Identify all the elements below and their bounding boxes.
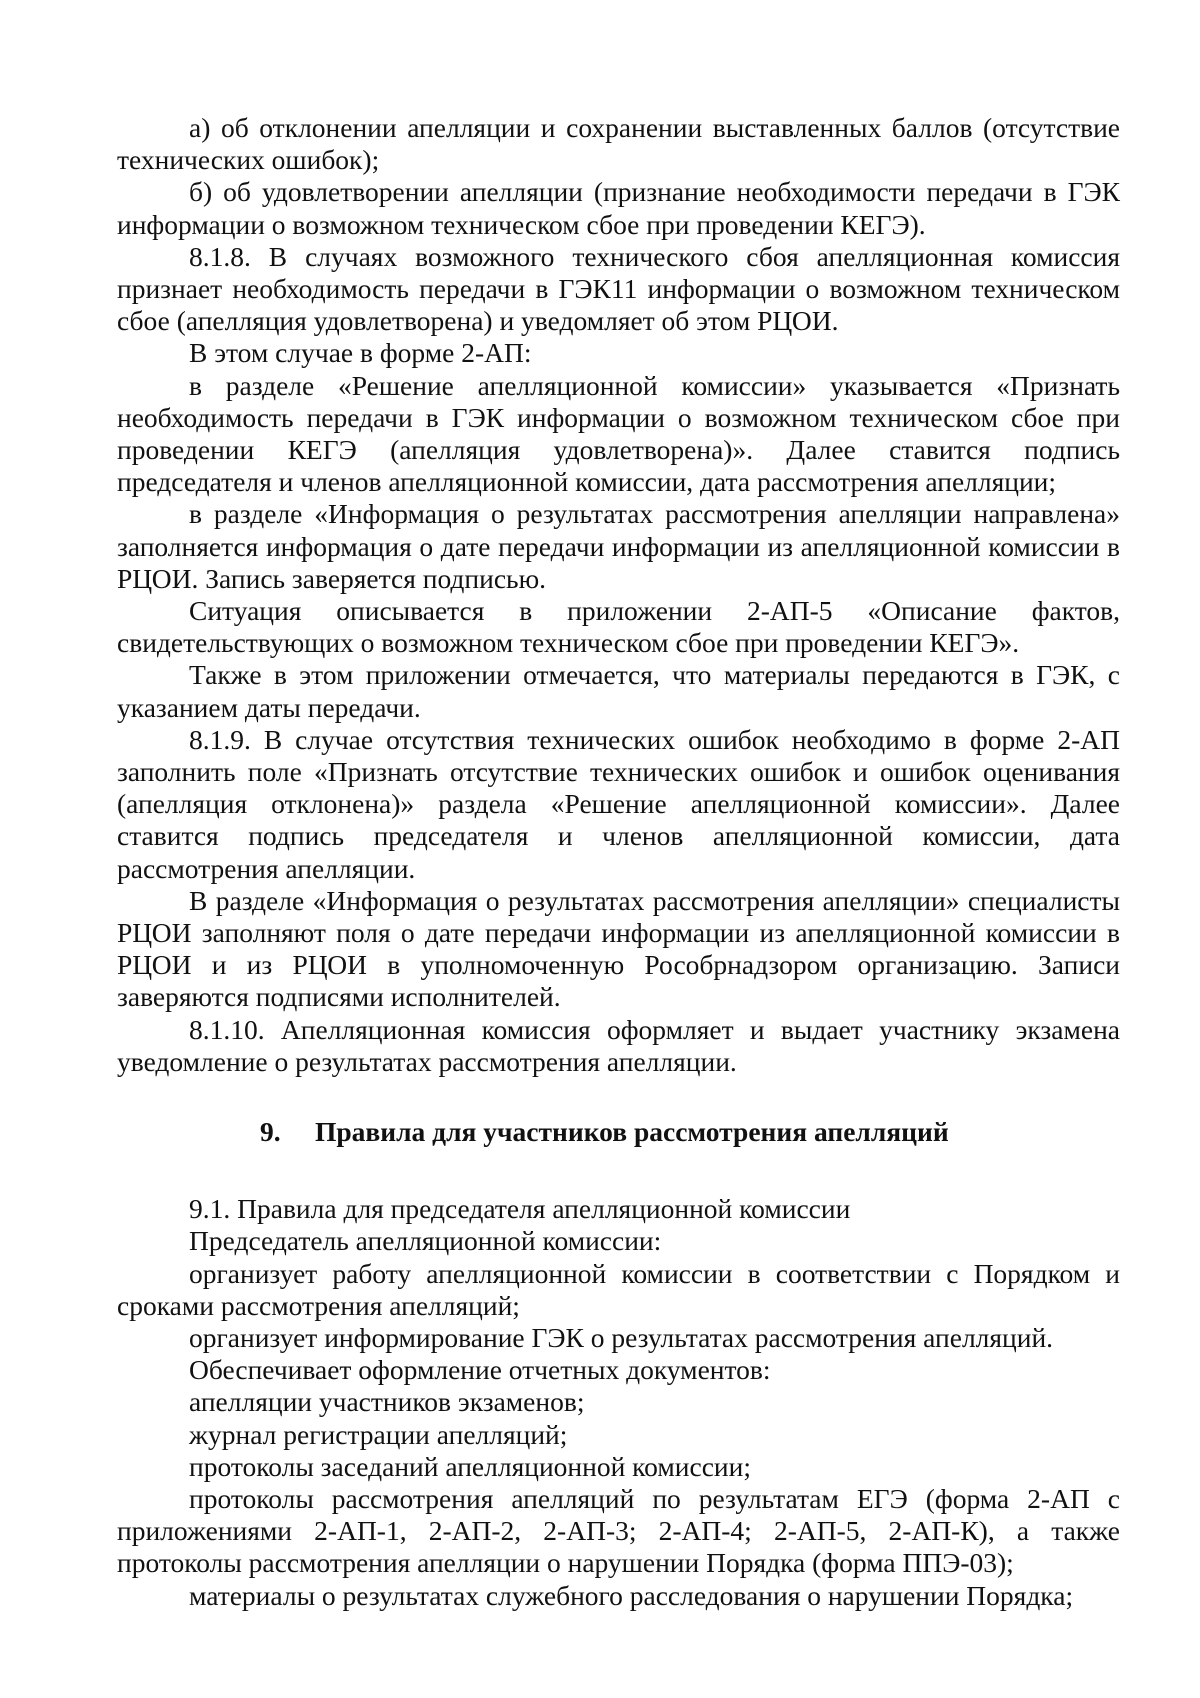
document-page xyxy=(117,112,1120,1612)
paragraph-in-this-case: В этом случае в форме 2-АП: xyxy=(189,337,532,369)
paragraph-a: а) об отклонении апелляции и сохранении выставленных баллов (отсутствие технических ошибок); xyxy=(117,112,1120,176)
paragraph-b: б) об удовлетворении апелляции (признание необходимости передачи в ГЭК информации о возможном техническом сбое при проведении КЕГЭ). xyxy=(117,176,1120,240)
paragraph-also: Также в этом приложении отмечается, что материалы передаются в ГЭК, с указанием даты передачи. xyxy=(117,659,1120,723)
paragraph-results-info: в разделе «Информация о результатах рассмотрения апелляции направлена» заполняется информация о дате передачи информации из апелляционной комиссии в РЦОИ. Запись заверяется подписью. xyxy=(117,498,1120,594)
paragraph-situation: Ситуация описывается в приложении 2-АП-5 «Описание фактов, свидетельствующих о возможном техническом сбое при проведении КЕГЭ». xyxy=(117,595,1120,659)
paragraph-8-1-9: 8.1.9. В случае отсутствия технических ошибок необходимо в форме 2-АП заполнить поле «Признать отсутствие технических ошибок и ошибок оценивания (апелляция отклонена)» раздела «Решение апелляционной комиссии». Далее ставится подпись председателя и членов апелляционной комиссии, дата рассмотрения апелляции. xyxy=(117,723,1120,884)
list-item: организует работу апелляционной комиссии в соответствии с Порядком и сроками рассмотрения апелляций; xyxy=(117,1257,1120,1321)
paragraph-chairman: Председатель апелляционной комиссии: xyxy=(189,1225,662,1257)
list-item: Обеспечивает оформление отчетных документов: xyxy=(189,1354,771,1386)
section-number: 9. xyxy=(260,1116,281,1148)
paragraph-8-1-10: 8.1.10. Апелляционная комиссия оформляет и выдает участнику экзамена уведомление о результатах рассмотрения апелляции. xyxy=(117,1013,1120,1077)
paragraph-commission-decision: в разделе «Решение апелляционной комиссии» указывается «Признать необходимость передачи в ГЭК информации о возможном техническом сбое при проведении КЕГЭ (апелляция удовлетворена)». Далее ставится подпись председателя и членов апелляционной комиссии, дата рассмотрения апелляции; xyxy=(117,369,1120,498)
section-title: Правила для участников рассмотрения апелляций xyxy=(315,1116,949,1148)
paragraph-8-1-8: 8.1.8. В случаях возможного технического сбоя апелляционная комиссия признает необходимость передачи в ГЭК11 информации о возможном техническом сбое (апелляция удовлетворена) и уведомляет об этом РЦОИ. xyxy=(117,240,1120,337)
list-item: журнал регистрации апелляций; xyxy=(189,1418,568,1450)
paragraph-9-1: 9.1. Правила для председателя апелляционной комиссии xyxy=(189,1193,851,1225)
list-item: организует информирование ГЭК о результатах рассмотрения апелляций. xyxy=(189,1321,1054,1353)
section-heading xyxy=(117,1116,1120,1148)
list-item: материалы о результатах служебного расследования о нарушении Порядка; xyxy=(189,1579,1074,1611)
list-item: апелляции участников экзаменов; xyxy=(189,1386,585,1418)
list-item: протоколы заседаний апелляционной комиссии; xyxy=(189,1450,751,1482)
list-item: протоколы рассмотрения апелляций по результатам ЕГЭ (форма 2-АП с приложениями 2-АП-1, 2-АП-2, 2-АП-3; 2-АП-4; 2-АП-5, 2-АП-К), а также протоколы рассмотрения апелляции о нарушении Порядка (форма ППЭ-03); xyxy=(117,1482,1120,1579)
paragraph-rcoi-section: В разделе «Информация о результатах рассмотрения апелляции» специалисты РЦОИ заполняют поля о дате передачи информации из апелляционной комиссии в РЦОИ и из РЦОИ в уполномоченную Рособрнадзором организацию. Записи заверяются подписями исполнителей. xyxy=(117,884,1120,1013)
